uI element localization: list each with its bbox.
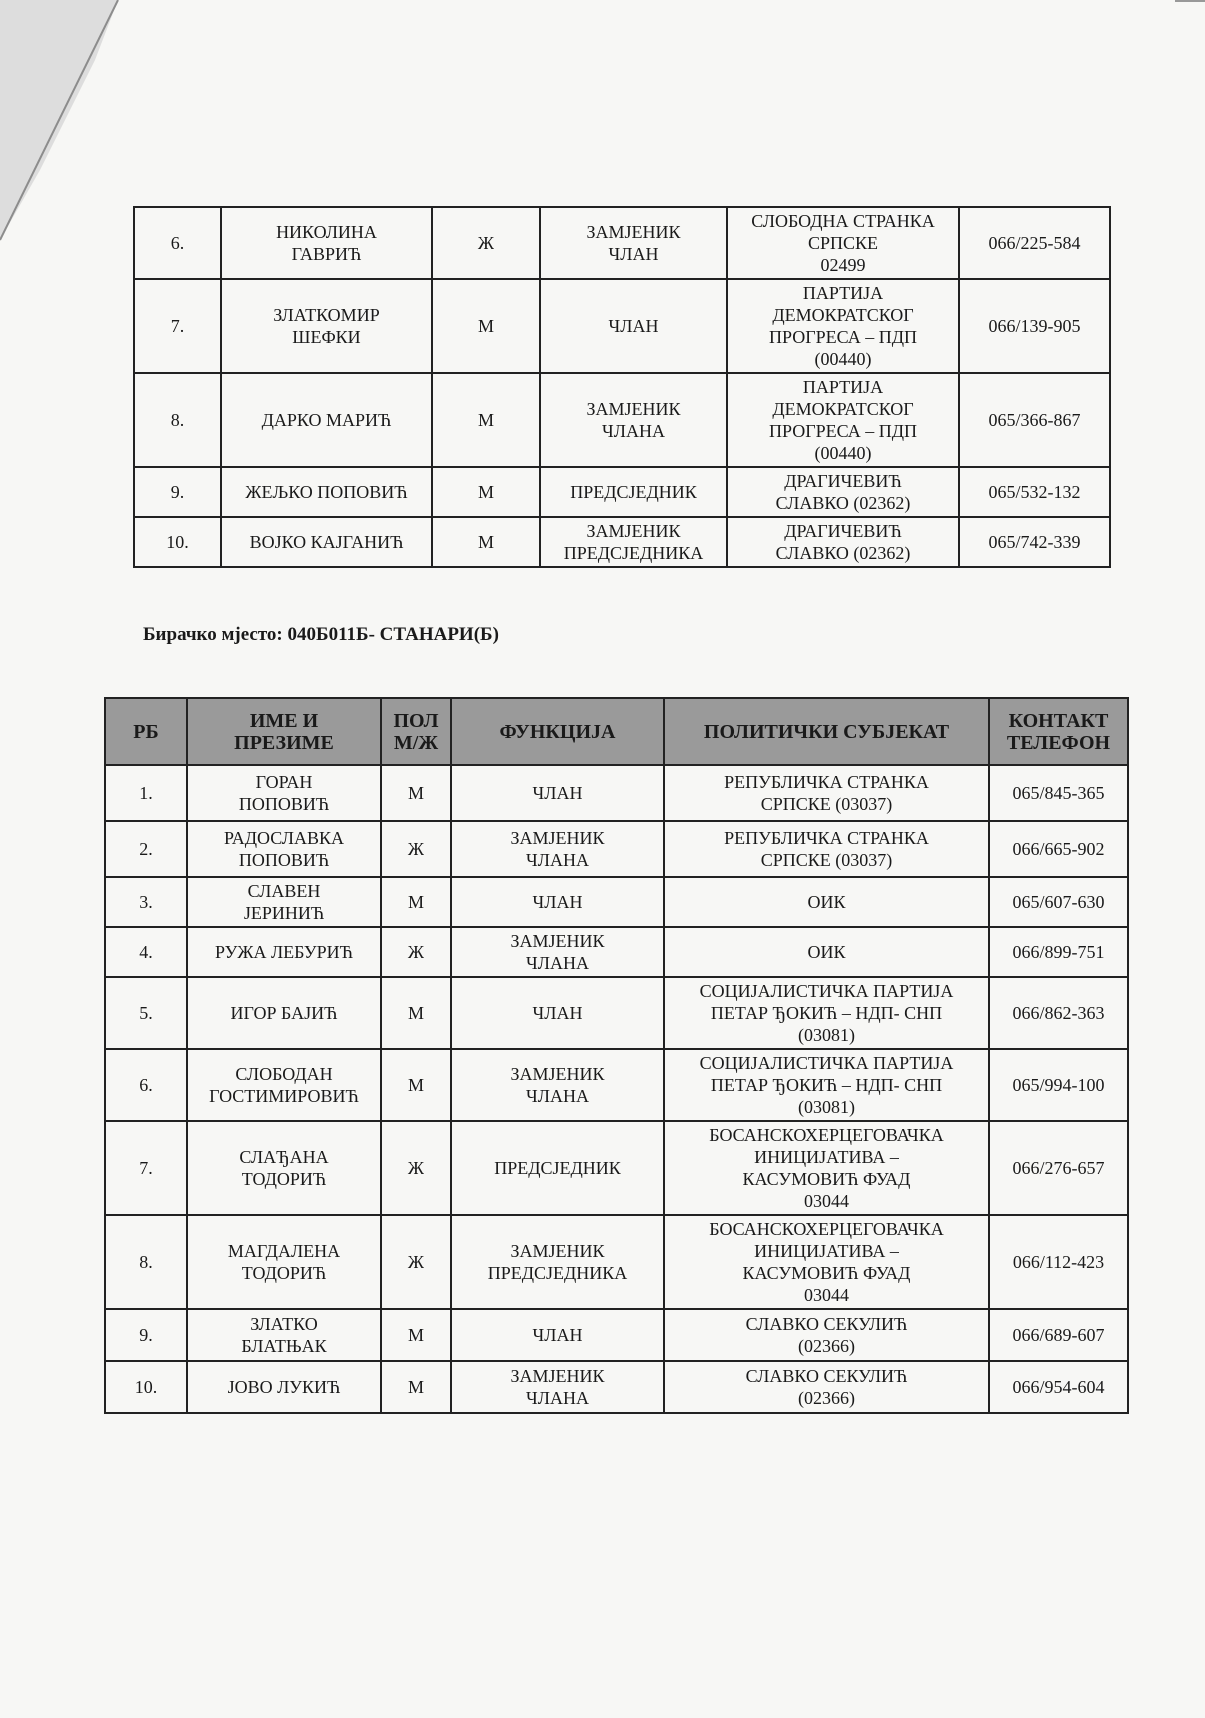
cell-party: ОИК <box>664 927 989 977</box>
header-phone: КОНТАКТ ТЕЛЕФОН <box>989 698 1128 765</box>
cell-name: РАДОСЛАВКА ПОПОВИЋ <box>187 821 381 877</box>
cell-rb: 8. <box>134 373 221 467</box>
cell-rb: 9. <box>105 1309 187 1361</box>
cell-party: СОЦИЈАЛИСТИЧКА ПАРТИЈА ПЕТАР ЂОКИЋ – НДП- СНП (03081) <box>664 1049 989 1121</box>
cell-function: ЗАМЈЕНИК ЧЛАНА <box>451 821 664 877</box>
cell-party: СЛАВКО СЕКУЛИЋ (02366) <box>664 1361 989 1413</box>
cell-rb: 2. <box>105 821 187 877</box>
cell-rb: 1. <box>105 765 187 821</box>
cell-sex: Ж <box>381 1121 451 1215</box>
cell-party: РЕПУБЛИЧКА СТРАНКА СРПСКЕ (03037) <box>664 765 989 821</box>
cell-function: ЗАМЈЕНИК ЧЛАНА <box>451 1049 664 1121</box>
polling-committee-table <box>104 697 1129 1414</box>
cell-name: ЗЛАТКО БЛАТЊАК <box>187 1309 381 1361</box>
table-row <box>134 279 1110 373</box>
cell-phone: 066/276-657 <box>989 1121 1128 1215</box>
cell-sex: М <box>432 373 540 467</box>
cell-party: БОСАНСКОХЕРЦЕГОВАЧКА ИНИЦИЈАТИВА – КАСУМОВИЋ ФУАД 03044 <box>664 1215 989 1309</box>
table-header-row <box>105 698 1128 765</box>
cell-name: ИГОР БАЈИЋ <box>187 977 381 1049</box>
cell-rb: 4. <box>105 927 187 977</box>
cell-name: ЗЛАТКОМИР ШЕФКИ <box>221 279 432 373</box>
table-row <box>134 373 1110 467</box>
header-function: ФУНКЦИЈА <box>451 698 664 765</box>
cell-function: ЧЛАН <box>451 765 664 821</box>
table-row <box>134 467 1110 517</box>
cell-phone: 066/862-363 <box>989 977 1128 1049</box>
cell-name: РУЖА ЛЕБУРИЋ <box>187 927 381 977</box>
table-row <box>105 1121 1128 1215</box>
cell-rb: 7. <box>105 1121 187 1215</box>
cell-party: СОЦИЈАЛИСТИЧКА ПАРТИЈА ПЕТАР ЂОКИЋ – НДП- СНП (03081) <box>664 977 989 1049</box>
table-row <box>105 765 1128 821</box>
cell-sex: М <box>381 877 451 927</box>
cell-function: ЗАМЈЕНИК ЧЛАНА <box>540 373 727 467</box>
cell-phone: 066/665-902 <box>989 821 1128 877</box>
cell-function: ЧЛАН <box>451 977 664 1049</box>
cell-sex: М <box>381 1309 451 1361</box>
cell-name: ВОЈКО КАЈГАНИЋ <box>221 517 432 567</box>
cell-phone: 066/225-584 <box>959 207 1110 279</box>
header-name: ИМЕ И ПРЕЗИМЕ <box>187 698 381 765</box>
cell-rb: 6. <box>134 207 221 279</box>
cell-function: ЗАМЈЕНИК ПРЕДСЈЕДНИКА <box>540 517 727 567</box>
main-table-body <box>105 765 1128 1413</box>
cell-rb: 10. <box>134 517 221 567</box>
table-row <box>105 1309 1128 1361</box>
cell-party: ДРАГИЧЕВИЋ СЛАВКО (02362) <box>727 467 959 517</box>
cell-sex: М <box>432 517 540 567</box>
previous-table-body <box>134 207 1110 567</box>
cell-rb: 7. <box>134 279 221 373</box>
table-row <box>134 517 1110 567</box>
cell-party: ДРАГИЧЕВИЋ СЛАВКО (02362) <box>727 517 959 567</box>
cell-sex: М <box>381 977 451 1049</box>
cell-function: ЗАМЈЕНИК ЧЛАНА <box>451 927 664 977</box>
cell-function: ЗАМЈЕНИК ЧЛАН <box>540 207 727 279</box>
cell-sex: М <box>381 765 451 821</box>
cell-rb: 8. <box>105 1215 187 1309</box>
cell-function: ЧЛАН <box>540 279 727 373</box>
cell-rb: 3. <box>105 877 187 927</box>
cell-name: НИКОЛИНА ГАВРИЋ <box>221 207 432 279</box>
cell-name: СЛАЂАНА ТОДОРИЋ <box>187 1121 381 1215</box>
cell-name: ГОРАН ПОПОВИЋ <box>187 765 381 821</box>
header-sex: ПОЛ М/Ж <box>381 698 451 765</box>
table-row <box>105 1049 1128 1121</box>
cell-phone: 066/954-604 <box>989 1361 1128 1413</box>
cell-phone: 066/139-905 <box>959 279 1110 373</box>
cell-rb: 10. <box>105 1361 187 1413</box>
cell-party: СЛАВКО СЕКУЛИЋ (02366) <box>664 1309 989 1361</box>
cell-party: БОСАНСКОХЕРЦЕГОВАЧКА ИНИЦИЈАТИВА – КАСУМОВИЋ ФУАД 03044 <box>664 1121 989 1215</box>
cell-phone: 066/899-751 <box>989 927 1128 977</box>
header-party: ПОЛИТИЧКИ СУБЈЕКАТ <box>664 698 989 765</box>
cell-function: ЗАМЈЕНИК ЧЛАНА <box>451 1361 664 1413</box>
table-row <box>105 877 1128 927</box>
polling-station-heading: Бирачко мјесто: 040Б011Б- СТАНАРИ(Б) <box>143 624 499 645</box>
cell-rb: 6. <box>105 1049 187 1121</box>
cell-phone: 066/112-423 <box>989 1215 1128 1309</box>
cell-party: ПАРТИЈА ДЕМОКРАТСКОГ ПРОГРЕСА – ПДП (00440) <box>727 373 959 467</box>
cell-sex: Ж <box>432 207 540 279</box>
cell-phone: 065/366-867 <box>959 373 1110 467</box>
cell-phone: 066/689-607 <box>989 1309 1128 1361</box>
cell-function: ПРЕДСЈЕДНИК <box>451 1121 664 1215</box>
cell-phone: 065/532-132 <box>959 467 1110 517</box>
cell-sex: Ж <box>381 1215 451 1309</box>
cell-phone: 065/994-100 <box>989 1049 1128 1121</box>
cell-party: ПАРТИЈА ДЕМОКРАТСКОГ ПРОГРЕСА – ПДП (00440) <box>727 279 959 373</box>
cell-sex: М <box>432 467 540 517</box>
table-row <box>105 1361 1128 1413</box>
cell-name: СЛАВЕН ЈЕРИНИЋ <box>187 877 381 927</box>
cell-name: СЛОБОДАН ГОСТИМИРОВИЋ <box>187 1049 381 1121</box>
cell-phone: 065/607-630 <box>989 877 1128 927</box>
cell-sex: Ж <box>381 821 451 877</box>
table-row <box>105 927 1128 977</box>
table-row <box>105 977 1128 1049</box>
cell-function: ЗАМЈЕНИК ПРЕДСЈЕДНИКА <box>451 1215 664 1309</box>
cell-function: ЧЛАН <box>451 877 664 927</box>
header-rb: РБ <box>105 698 187 765</box>
cell-rb: 5. <box>105 977 187 1049</box>
cell-party: ОИК <box>664 877 989 927</box>
cell-name: МАГДАЛЕНА ТОДОРИЋ <box>187 1215 381 1309</box>
cell-sex: М <box>381 1049 451 1121</box>
cell-sex: Ж <box>381 927 451 977</box>
cell-name: ДАРКО МАРИЋ <box>221 373 432 467</box>
table-row <box>105 1215 1128 1309</box>
cell-sex: М <box>381 1361 451 1413</box>
cell-phone: 065/845-365 <box>989 765 1128 821</box>
table-row <box>134 207 1110 279</box>
cell-function: ЧЛАН <box>451 1309 664 1361</box>
cell-phone: 065/742-339 <box>959 517 1110 567</box>
cell-function: ПРЕДСЈЕДНИК <box>540 467 727 517</box>
cell-rb: 9. <box>134 467 221 517</box>
cell-name: ЖЕЉКО ПОПОВИЋ <box>221 467 432 517</box>
cell-sex: М <box>432 279 540 373</box>
previous-page-members-table <box>133 206 1111 568</box>
cell-name: ЈОВО ЛУКИЋ <box>187 1361 381 1413</box>
cell-party: РЕПУБЛИЧКА СТРАНКА СРПСКЕ (03037) <box>664 821 989 877</box>
cell-party: СЛОБОДНА СТРАНКА СРПСКЕ 02499 <box>727 207 959 279</box>
table-row <box>105 821 1128 877</box>
